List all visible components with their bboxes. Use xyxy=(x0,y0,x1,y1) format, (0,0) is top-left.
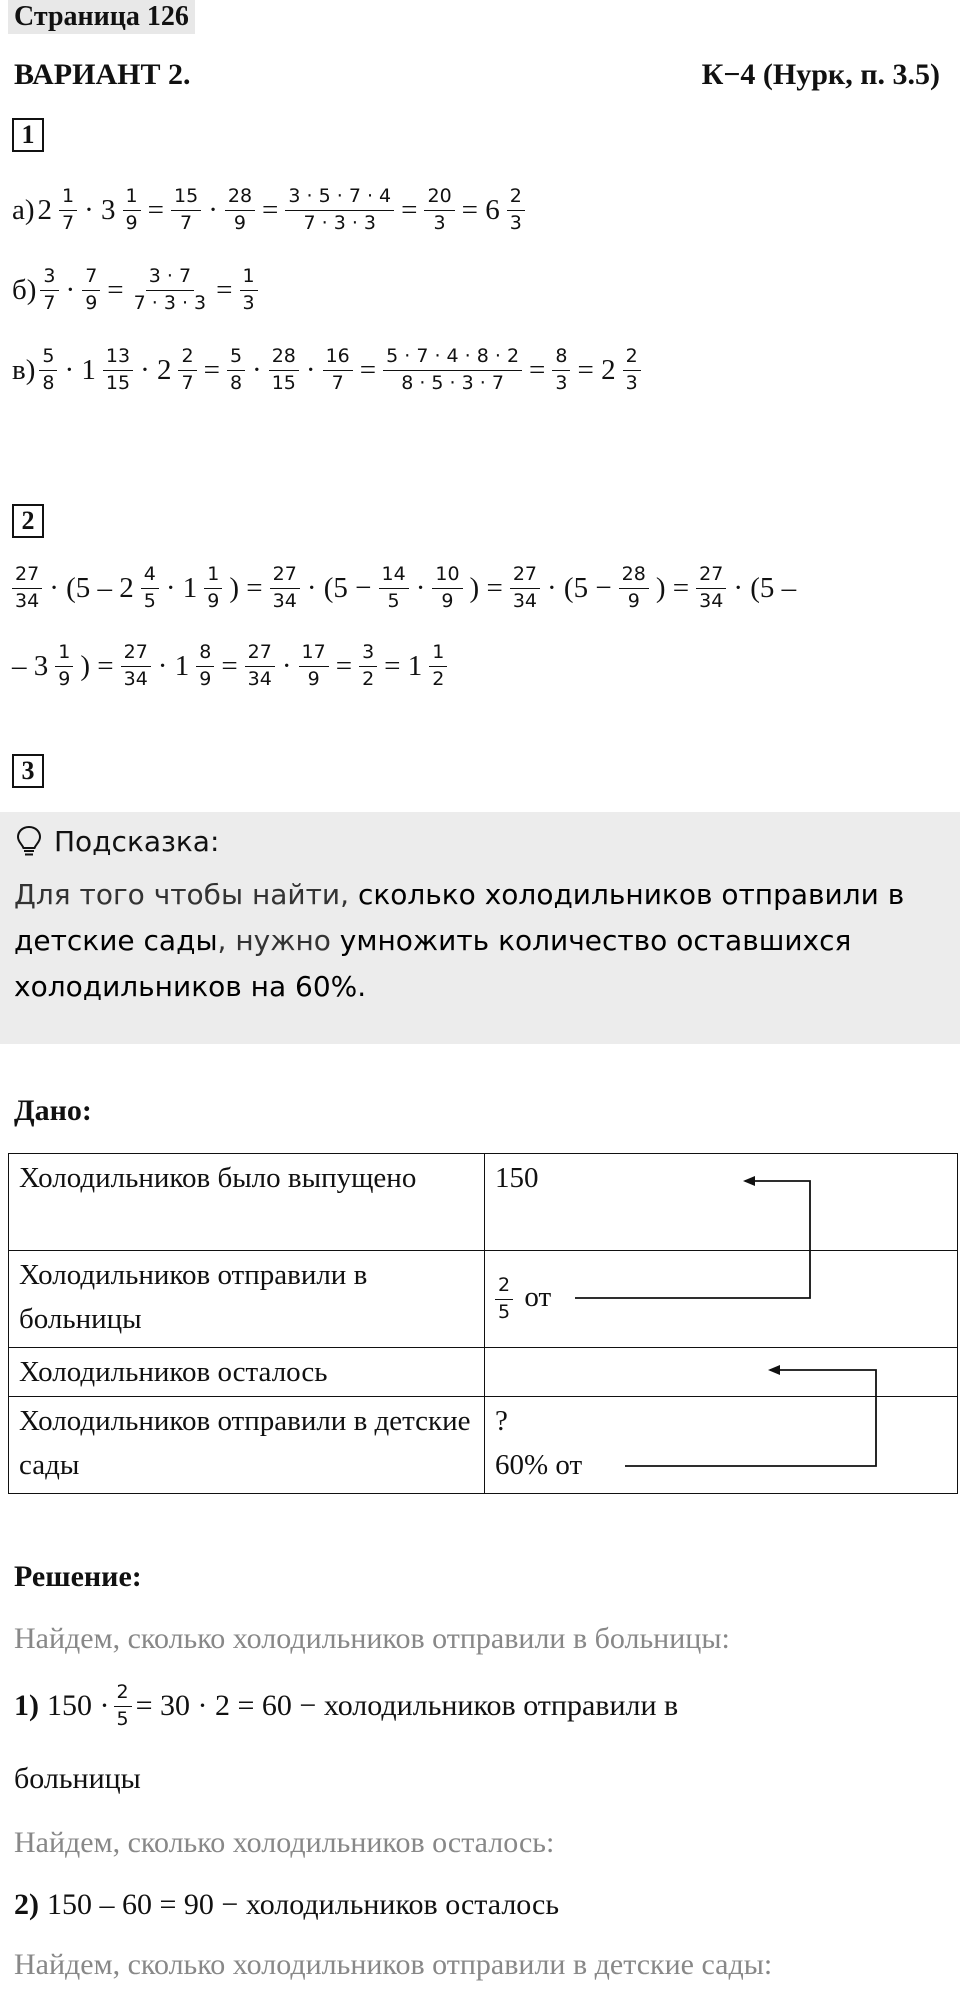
hint-text-part-2: сколько холодильников отправили в детские сады xyxy=(14,878,905,957)
given-value-percent: 60% от xyxy=(495,1449,583,1481)
task1-line-c: в) $\frac{5}{8}$ · 1 $\frac{13}{15}$ · 2 $\frac{2}{7}$ = $\frac{5}{8}$ · $\frac{28}{15}$ · $\frac{16}{7}$ = $\frac{5 \cdot 7 \cdot 4 \cdot 8 \cdot 2}{8 \cdot 5 \cdot 3 \cdot 7}$ = $\frac{8}{3}$ = 2 $\frac{2}{3}$ xyxy=(12,346,645,395)
step1-number: 1) xyxy=(14,1689,39,1723)
hint-title xyxy=(14,824,219,858)
step2-line xyxy=(14,1888,559,1922)
variant-title: ВАРИАНТ 2. xyxy=(14,58,191,91)
hint-box xyxy=(0,812,960,1044)
task-number-2: 2 xyxy=(12,504,44,538)
given-label-cell: Холодильников отправили в больницы xyxy=(9,1251,485,1348)
task-number-1: 1 xyxy=(12,118,44,152)
hint-text xyxy=(14,872,934,1010)
hint-title-text: Подсказка: xyxy=(54,824,220,858)
given-value-cell xyxy=(485,1397,958,1494)
given-label-cell: Холодильников было выпущено xyxy=(9,1154,485,1251)
step2-intro: Найдем, сколько холодильников осталось: xyxy=(14,1826,555,1859)
given-value-question: ? xyxy=(495,1405,508,1437)
step1-line: 1) 150 · $\frac{2}{5}$ = 30 · 2 = 60 − холодильников отправили в xyxy=(14,1681,679,1730)
test-code: К−4 (Нурк, п. 3.5) xyxy=(701,58,940,91)
solution-heading: Решение: xyxy=(14,1560,142,1593)
task2-line-2: – 3 $\frac{1}{9}$ ) = $\frac{27}{34}$ · 1 $\frac{8}{9}$ = $\frac{27}{34}$ · $\frac{17}{9}$ = $\frac{3}{2}$ = 1 $\frac{1}{2}$ xyxy=(12,642,451,691)
step1-intro: Найдем, сколько холодильников отправили в больницы: xyxy=(14,1622,730,1655)
task-number-3: 3 xyxy=(12,754,44,788)
task1-line-b: б) $\frac{3}{7}$ · $\frac{7}{9}$ = $\frac{3 \cdot 7}{7 \cdot 3 \cdot 3}$ = $\frac{1}{3}$ xyxy=(12,266,262,315)
task1-a-label: а) xyxy=(12,193,35,226)
table-row xyxy=(9,1251,958,1348)
task1-line-a: а) 2 $\frac{1}{7}$ · 3 $\frac{1}{9}$ = $\frac{15}{7}$ · $\frac{28}{9}$ = $\frac{3 \cdot 5 \cdot 7 \cdot 4}{7 \cdot 3 \cdot 3}$ = $\frac{20}{3}$ = 6 $\frac{2}{3}$ xyxy=(12,186,529,235)
hint-text-part-3: , нужно xyxy=(217,924,340,957)
step1-continuation: больницы xyxy=(14,1762,141,1795)
task1-c-label: в) xyxy=(12,353,36,386)
page-label: Страница 126 xyxy=(8,0,195,34)
lightbulb-icon xyxy=(14,824,44,858)
hint-text-part-4: умножить количество оставшихся холодильников на 60%. xyxy=(14,924,852,1003)
given-value-cell: $\frac{2}{5}$ от xyxy=(485,1251,958,1348)
task1-b-label: б) xyxy=(12,273,37,306)
given-value-text: от xyxy=(524,1280,552,1313)
step2-number: 2) xyxy=(14,1888,39,1921)
given-label-cell: Холодильников отправили в детские сады xyxy=(9,1397,485,1494)
table-row xyxy=(9,1348,958,1397)
given-label-cell: Холодильников осталось xyxy=(9,1348,485,1397)
table-row xyxy=(9,1154,958,1251)
hint-text-part-1: Для того чтобы найти, xyxy=(14,878,358,911)
given-heading: Дано: xyxy=(14,1094,92,1127)
given-value-cell: 150 xyxy=(485,1154,958,1251)
task2-line-1: $\frac{27}{34}$ · (5 – 2 $\frac{4}{5}$ · 1 $\frac{1}{9}$ ) = $\frac{27}{34}$ · (5 − $\frac{14}{5}$ · $\frac{10}{9}$ ) = $\frac{27}{34}$ · (5 − $\frac{28}{9}$ ) = $\frac{27}{34}$ · (5 – xyxy=(12,564,799,613)
step1-tail: = 30 · 2 = 60 − холодильников отправили в xyxy=(135,1689,679,1723)
step3-intro: Найдем, сколько холодильников отправили в детские сады: xyxy=(14,1948,773,1981)
step2-text: 150 – 60 = 90 − холодильников осталось xyxy=(47,1888,560,1921)
given-value-cell xyxy=(485,1348,958,1397)
table-row xyxy=(9,1397,958,1494)
given-table xyxy=(8,1153,958,1494)
